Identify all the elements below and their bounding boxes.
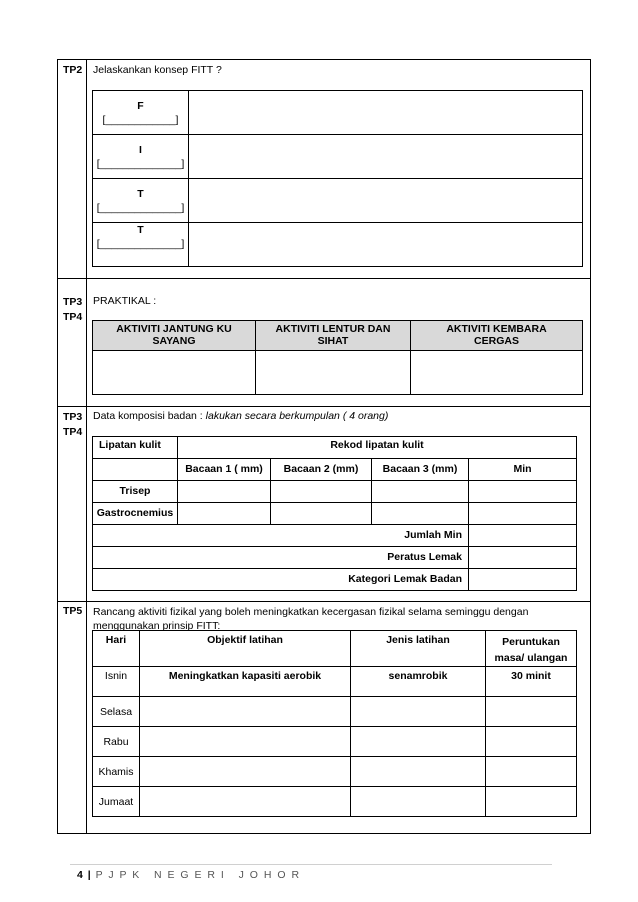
header-jenis: Jenis latihan xyxy=(351,631,486,667)
gastrocnemius-bacaan-1[interactable] xyxy=(178,503,271,525)
header-bacaan-1: Bacaan 1 ( mm) xyxy=(178,459,271,481)
day-selasa: Selasa xyxy=(93,697,140,727)
gastrocnemius-min[interactable] xyxy=(469,503,577,525)
tp5-code: TP5 xyxy=(63,605,83,617)
alloc-khamis[interactable] xyxy=(486,757,577,787)
gastrocnemius-bacaan-3[interactable] xyxy=(372,503,469,525)
jumlah-min-value[interactable] xyxy=(469,525,577,547)
kategori-lemak-label: Kategori Lemak Badan xyxy=(93,569,469,591)
objective-isnin[interactable]: Meningkatkan kapasiti aerobik xyxy=(140,667,351,697)
alloc-rabu[interactable] xyxy=(486,727,577,757)
praktikal-cell-lentur[interactable] xyxy=(256,351,411,395)
alloc-isnin[interactable]: 30 minit xyxy=(486,667,577,697)
objective-rabu[interactable] xyxy=(140,727,351,757)
objective-khamis[interactable] xyxy=(140,757,351,787)
praktikal-cell-kembara[interactable] xyxy=(411,351,583,395)
tp5-description: Rancang aktiviti fizikal yang boleh meningkatkan kecergasan fizikal selama seminggu dengan menggunakan prinsip FITT: xyxy=(93,606,529,632)
page-number: 4 xyxy=(77,869,84,881)
komposisi-intro: Data komposisi badan : lakukan secara berkumpulan ( 4 orang) xyxy=(93,410,389,422)
type-selasa[interactable] xyxy=(351,697,486,727)
alloc-jumaat[interactable] xyxy=(486,787,577,817)
tp2-code: TP2 xyxy=(63,64,83,76)
fitt-label-i: I [______________] xyxy=(93,135,189,179)
trisep-bacaan-1[interactable] xyxy=(178,481,271,503)
praktikal-title: PRAKTIKAL : xyxy=(93,295,157,307)
type-khamis[interactable] xyxy=(351,757,486,787)
trisep-bacaan-2[interactable] xyxy=(271,481,372,503)
skinfold-table xyxy=(92,436,577,591)
objective-jumaat[interactable] xyxy=(140,787,351,817)
header-rekod-lipatan: Rekod lipatan kulit xyxy=(178,437,577,459)
header-objektif: Objektif latihan xyxy=(140,631,351,667)
trisep-min[interactable] xyxy=(469,481,577,503)
header-lipatan-kulit: Lipatan kulit xyxy=(93,437,178,459)
fitt-answer-t1[interactable] xyxy=(189,179,583,223)
header-bacaan-3: Bacaan 3 (mm) xyxy=(372,459,469,481)
tp2-question: Jelaskankan konsep FITT ? xyxy=(93,64,222,76)
weekly-plan-table xyxy=(92,630,577,817)
header-min: Min xyxy=(469,459,577,481)
row-gastrocnemius-label: Gastrocnemius xyxy=(93,503,178,525)
header-blank xyxy=(93,459,178,481)
type-jumaat[interactable] xyxy=(351,787,486,817)
praktikal-table xyxy=(92,320,583,395)
footer-divider xyxy=(70,864,552,865)
day-rabu: Rabu xyxy=(93,727,140,757)
fitt-answer-i[interactable] xyxy=(189,135,583,179)
type-isnin[interactable]: senamrobik xyxy=(351,667,486,697)
fitt-label-t1: T [______________] xyxy=(93,179,189,223)
day-isnin: Isnin xyxy=(93,667,140,697)
praktikal-cell-jantung[interactable] xyxy=(93,351,256,395)
header-bacaan-2: Bacaan 2 (mm) xyxy=(271,459,372,481)
kategori-lemak-value[interactable] xyxy=(469,569,577,591)
footer: 4 | P J P K N E G E R I J O H O R xyxy=(77,869,301,881)
fitt-label-f: F [____________] xyxy=(93,91,189,135)
gastrocnemius-bacaan-2[interactable] xyxy=(271,503,372,525)
fitt-label-t2: T [______________] xyxy=(93,223,189,267)
jumlah-min-label: Jumlah Min xyxy=(93,525,469,547)
tp3a-codes: TP3 TP4 xyxy=(63,296,83,323)
praktikal-header-kembara: AKTIVITI KEMBARA CERGAS xyxy=(411,321,583,351)
type-rabu[interactable] xyxy=(351,727,486,757)
objective-selasa[interactable] xyxy=(140,697,351,727)
praktikal-header-lentur: AKTIVITI LENTUR DAN SIHAT xyxy=(256,321,411,351)
alloc-selasa[interactable] xyxy=(486,697,577,727)
peratus-lemak-value[interactable] xyxy=(469,547,577,569)
day-khamis: Khamis xyxy=(93,757,140,787)
trisep-bacaan-3[interactable] xyxy=(372,481,469,503)
row-trisep-label: Trisep xyxy=(93,481,178,503)
fitt-answer-f[interactable] xyxy=(189,91,583,135)
header-peruntukan: Peruntukan masa/ ulangan xyxy=(486,631,577,667)
peratus-lemak-label: Peratus Lemak xyxy=(93,547,469,569)
tp3b-codes: TP3 TP4 xyxy=(63,411,83,438)
praktikal-header-jantung: AKTIVITI JANTUNG KU SAYANG xyxy=(93,321,256,351)
header-hari: Hari xyxy=(93,631,140,667)
fitt-table xyxy=(92,90,583,267)
day-jumaat: Jumaat xyxy=(93,787,140,817)
fitt-answer-t2[interactable] xyxy=(189,223,583,267)
footer-org: P J P K N E G E R I J O H O R xyxy=(95,869,301,881)
